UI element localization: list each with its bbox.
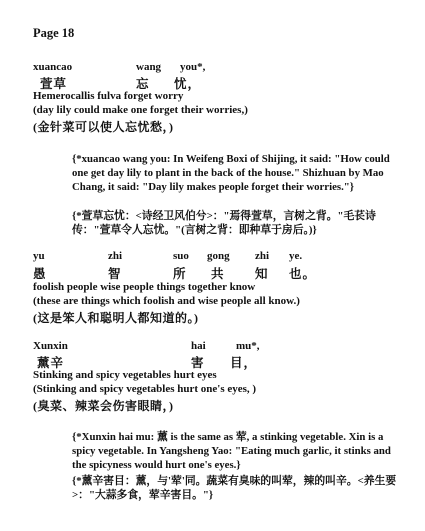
chinese-line-3: (臭菜、辣菜会伤害眼睛，) (33, 399, 174, 413)
pinyin-zhi: zhi (108, 250, 123, 262)
note-english-3: {*Xunxin hai mu: 薰 is the same as 荤, a stinking vegetable. Xin is a spicy vegetable. In Yangsheng Yao: "Eating much garlic, it stinks and the spicyness would hurt one's eyes.} (72, 431, 391, 472)
chinese-line-2: (这是笨人和聪明人都知道的。) (33, 311, 199, 325)
pinyin-hai: hai (191, 340, 206, 352)
hanzi-yu: 愚 (33, 267, 47, 281)
hanzi-mu: 目， (230, 356, 258, 370)
note-chinese-3: {*薰辛害目：薰，与'荤'同。蔬菜有臭味的叫荤，辣的叫辛。<养生要>："大蒜多食，荤辛害目。"} (72, 475, 397, 502)
hanzi-gong: 共 (211, 267, 225, 281)
gloss-line-2: foolish people wise people things together know (33, 281, 256, 293)
hanzi-wang: 忘 (136, 77, 150, 91)
hanzi-you: 忧， (174, 77, 202, 91)
hanzi-zhi: 智 (108, 267, 122, 281)
page-number: Page 18 (33, 26, 75, 40)
pinyin-xuancao: xuancao (33, 61, 73, 73)
hanzi-suo: 所 (173, 267, 187, 281)
pinyin-zhi-2: zhi (255, 250, 270, 262)
hanzi-zhi-2: 知 (255, 267, 269, 281)
pinyin-wang: wang (136, 61, 162, 73)
hanzi-xuancao: 萱草 (40, 77, 68, 91)
pinyin-gong: gong (207, 250, 230, 262)
pinyin-ye: ye. (289, 250, 303, 262)
hanzi-ye: 也。 (289, 267, 317, 281)
pinyin-mu: mu*, (236, 340, 260, 352)
translation-line-3: (Stinking and spicy vegetables hurt one's eyes, ) (33, 383, 257, 395)
note-chinese-1: {*萱草忘忧：<诗经卫风伯兮>："焉得萱草，言树之背。"毛苌诗传："萱草令人忘忧。"(言树之背：即种草于房后。)} (72, 210, 376, 237)
pinyin-you: you*, (180, 61, 206, 73)
translation-line-1: (day lily could make one forget their worries,) (33, 104, 248, 116)
pinyin-yu: yu (33, 250, 45, 262)
hanzi-xunxin: 薰辛 (37, 356, 65, 370)
note-english-1: {*xuancao wang you: In Weifeng Boxi of Shijing, it said: "How could one get day lily to plant in the back of the house." Shizhuan by Mao Chang, it said: "Day lily makes people forget their worries."} (72, 153, 390, 194)
chinese-line-1: (金针菜可以使人忘忧愁，) (33, 120, 174, 134)
gloss-line-3: Stinking and spicy vegetables hurt eyes (33, 369, 217, 381)
hanzi-hai: 害 (191, 356, 205, 370)
pinyin-xunxin: Xunxin (33, 340, 68, 352)
translation-line-2: (these are things which foolish and wise people all know.) (33, 295, 300, 307)
pinyin-suo: suo (173, 250, 189, 262)
gloss-line-1: Hemerocallis fulva forget worry (33, 90, 184, 102)
